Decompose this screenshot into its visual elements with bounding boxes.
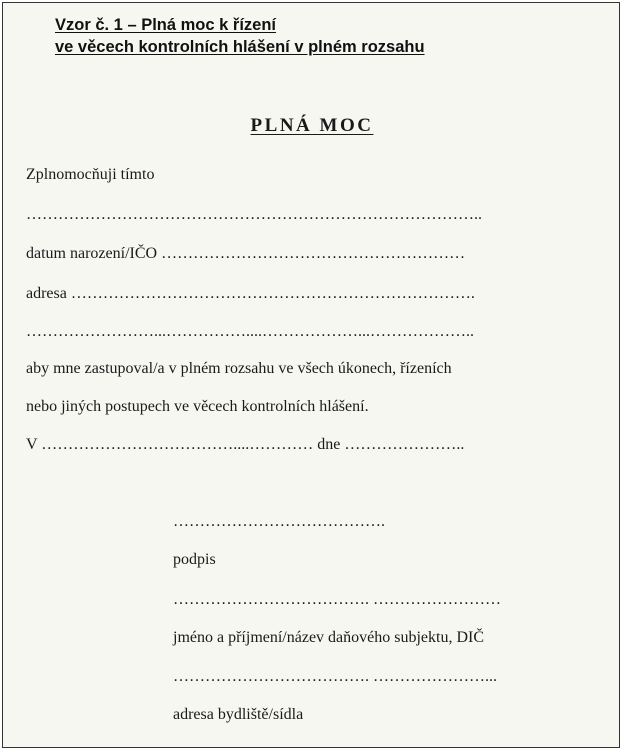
page-title: PLNÁ MOC (250, 115, 374, 136)
name-blank: ………………………………. …………………… (173, 591, 501, 608)
authorization-text-1: aby mne zastupoval/a v plném rozsahu ve všech úkonech, řízeních (26, 360, 452, 377)
address-line: adresa …………………………………………………………………. (26, 285, 475, 302)
signature-blank: …………………………………. (173, 513, 385, 530)
grantor-name-blank: ………………………………………………………………………….. (26, 206, 482, 223)
place-date-line: V ………………………………....………… dne ………………….. (26, 436, 465, 453)
heading-line-2: ve věcech kontrolních hlášení v plném rozsahu (55, 38, 425, 56)
signature-label: podpis (173, 551, 216, 568)
authorization-text-2: nebo jiných postupech ve věcech kontrolních hlášení. (26, 398, 369, 415)
name-label: jméno a příjmení/název daňového subjektu, DIČ (173, 629, 485, 646)
grantor-label: Zplnomocňuji tímto (26, 166, 155, 183)
heading-line-1: Vzor č. 1 – Plná moc k řízení (55, 16, 277, 34)
residence-blank: ………………………………. …………………... (173, 668, 497, 685)
residence-label: adresa bydliště/sídla (173, 706, 304, 723)
document-heading (55, 14, 425, 58)
birth-date-id-line: datum narození/IČO ………………………………………………… (26, 245, 466, 262)
address-continuation-blank: ……………………...……………....………………...……………….. (26, 323, 474, 340)
